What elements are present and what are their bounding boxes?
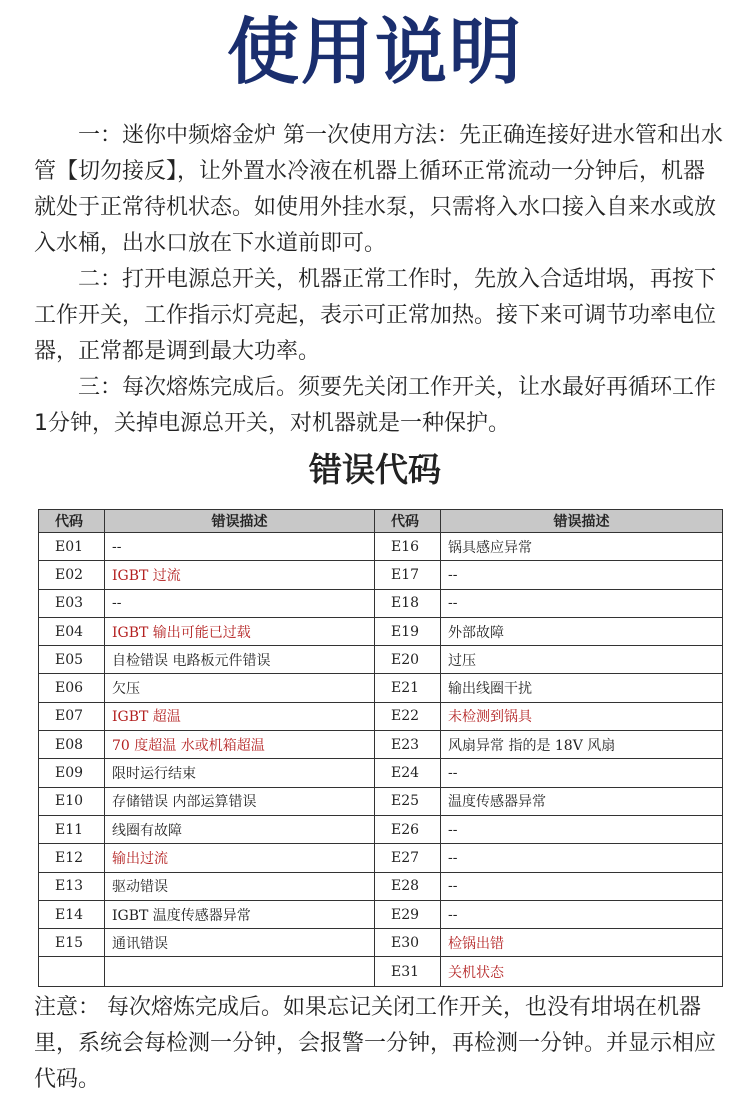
error-code-cell: E25 bbox=[375, 787, 441, 815]
error-code-cell: E10 bbox=[39, 787, 105, 815]
error-desc-cell: 过压 bbox=[441, 646, 723, 674]
error-desc-cell: 检锅出错 bbox=[441, 929, 723, 957]
error-desc-cell: -- bbox=[441, 844, 723, 872]
error-code-cell: E24 bbox=[375, 759, 441, 787]
error-code-cell: E01 bbox=[39, 533, 105, 561]
table-row bbox=[39, 674, 723, 702]
table-row bbox=[39, 900, 723, 928]
error-code-cell: E13 bbox=[39, 872, 105, 900]
error-desc-cell: 锅具感应异常 bbox=[441, 533, 723, 561]
error-desc-cell: -- bbox=[105, 533, 375, 561]
error-code-table bbox=[38, 509, 723, 987]
error-code-cell: E21 bbox=[375, 674, 441, 702]
error-desc-cell: 输出线圈干扰 bbox=[441, 674, 723, 702]
error-code-cell: E07 bbox=[39, 702, 105, 730]
table-row bbox=[39, 646, 723, 674]
error-code-cell: E12 bbox=[39, 844, 105, 872]
error-desc-cell: 自检错误 电路板元件错误 bbox=[105, 646, 375, 674]
error-desc-cell: 70 度超温 水或机箱超温 bbox=[105, 731, 375, 759]
error-code-cell: E27 bbox=[375, 844, 441, 872]
error-desc-cell: 存储错误 内部运算错误 bbox=[105, 787, 375, 815]
table-row bbox=[39, 929, 723, 957]
error-desc-cell: -- bbox=[441, 759, 723, 787]
error-code-cell: E28 bbox=[375, 872, 441, 900]
header-desc-1: 错误描述 bbox=[105, 510, 375, 533]
table-header-row bbox=[39, 510, 723, 533]
error-desc-cell: -- bbox=[441, 589, 723, 617]
error-desc-cell: IGBT 输出可能已过载 bbox=[105, 617, 375, 645]
error-code-cell: E19 bbox=[375, 617, 441, 645]
error-code-cell: E11 bbox=[39, 815, 105, 843]
error-desc-cell: 关机状态 bbox=[441, 957, 723, 987]
error-desc-cell: -- bbox=[105, 589, 375, 617]
error-code-cell: E20 bbox=[375, 646, 441, 674]
header-code-1: 代码 bbox=[39, 510, 105, 533]
header-desc-2: 错误描述 bbox=[441, 510, 723, 533]
table-row bbox=[39, 844, 723, 872]
error-code-cell: E18 bbox=[375, 589, 441, 617]
error-code-cell: E02 bbox=[39, 561, 105, 589]
error-desc-cell: IGBT 过流 bbox=[105, 561, 375, 589]
error-desc-cell: 驱动错误 bbox=[105, 872, 375, 900]
error-desc-cell: -- bbox=[441, 872, 723, 900]
error-code-cell: E16 bbox=[375, 533, 441, 561]
error-desc-cell: 输出过流 bbox=[105, 844, 375, 872]
error-code-cell: E05 bbox=[39, 646, 105, 674]
error-code-cell: E22 bbox=[375, 702, 441, 730]
error-desc-cell: -- bbox=[441, 815, 723, 843]
error-code-cell bbox=[39, 957, 105, 987]
table-row bbox=[39, 872, 723, 900]
table-row bbox=[39, 617, 723, 645]
error-code-cell: E06 bbox=[39, 674, 105, 702]
note-text: 注意： 每次熔炼完成后。如果忘记关闭工作开关，也没有坩埚在机器里，系统会每检测一分钟，会报警一分钟，再检测一分钟。并显示相应代码。 bbox=[34, 995, 717, 1092]
error-code-cell: E09 bbox=[39, 759, 105, 787]
instruction-2: 二：打开电源总开关，机器正常工作时，先放入合适坩埚，再按下工作开关，工作指示灯亮起，表示可正常加热。接下来可调节功率电位器，正常都是调到最大功率。 bbox=[34, 267, 717, 364]
error-code-cell: E29 bbox=[375, 900, 441, 928]
error-desc-cell: -- bbox=[441, 900, 723, 928]
table-row bbox=[39, 759, 723, 787]
error-desc-cell bbox=[105, 957, 375, 987]
instruction-3: 三：每次熔炼完成后。须要先关闭工作开关，让水最好再循环工作1分钟，关掉电源总开关，对机器就是一种保护。 bbox=[34, 375, 717, 436]
error-desc-cell: 风扇异常 指的是 18V 风扇 bbox=[441, 731, 723, 759]
table-row bbox=[39, 957, 723, 987]
table-row bbox=[39, 589, 723, 617]
table-row bbox=[39, 815, 723, 843]
header-code-2: 代码 bbox=[375, 510, 441, 533]
error-desc-cell: 线圈有故障 bbox=[105, 815, 375, 843]
error-code-cell: E04 bbox=[39, 617, 105, 645]
error-desc-cell: 温度传感器异常 bbox=[441, 787, 723, 815]
error-desc-cell: -- bbox=[441, 561, 723, 589]
error-code-cell: E03 bbox=[39, 589, 105, 617]
table-row bbox=[39, 533, 723, 561]
error-desc-cell: IGBT 超温 bbox=[105, 702, 375, 730]
error-desc-cell: 限时运行结束 bbox=[105, 759, 375, 787]
table-row bbox=[39, 787, 723, 815]
instruction-1: 一：迷你中频熔金炉 第一次使用方法：先正确连接好进水管和出水管【切勿接反】，让外置水冷液在机器上循环正常流动一分钟后，机器就处于正常待机状态。如使用外挂水泵，只需将入水口接入自来水或放入水桶，出水口放在下水道前即可。 bbox=[34, 123, 723, 256]
page-title: 使用说明 bbox=[226, 10, 523, 94]
error-desc-cell: 通讯错误 bbox=[105, 929, 375, 957]
table-row bbox=[39, 561, 723, 589]
error-code-title: 错误代码 bbox=[309, 450, 441, 489]
error-code-cell: E15 bbox=[39, 929, 105, 957]
error-code-cell: E17 bbox=[375, 561, 441, 589]
table-row bbox=[39, 731, 723, 759]
error-code-cell: E26 bbox=[375, 815, 441, 843]
error-desc-cell: 欠压 bbox=[105, 674, 375, 702]
error-code-cell: E31 bbox=[375, 957, 441, 987]
error-code-cell: E30 bbox=[375, 929, 441, 957]
error-code-cell: E23 bbox=[375, 731, 441, 759]
error-desc-cell: 未检测到锅具 bbox=[441, 702, 723, 730]
error-code-cell: E14 bbox=[39, 900, 105, 928]
error-desc-cell: IGBT 温度传感器异常 bbox=[105, 900, 375, 928]
error-desc-cell: 外部故障 bbox=[441, 617, 723, 645]
error-code-cell: E08 bbox=[39, 731, 105, 759]
table-body bbox=[39, 533, 723, 987]
table-row bbox=[39, 702, 723, 730]
